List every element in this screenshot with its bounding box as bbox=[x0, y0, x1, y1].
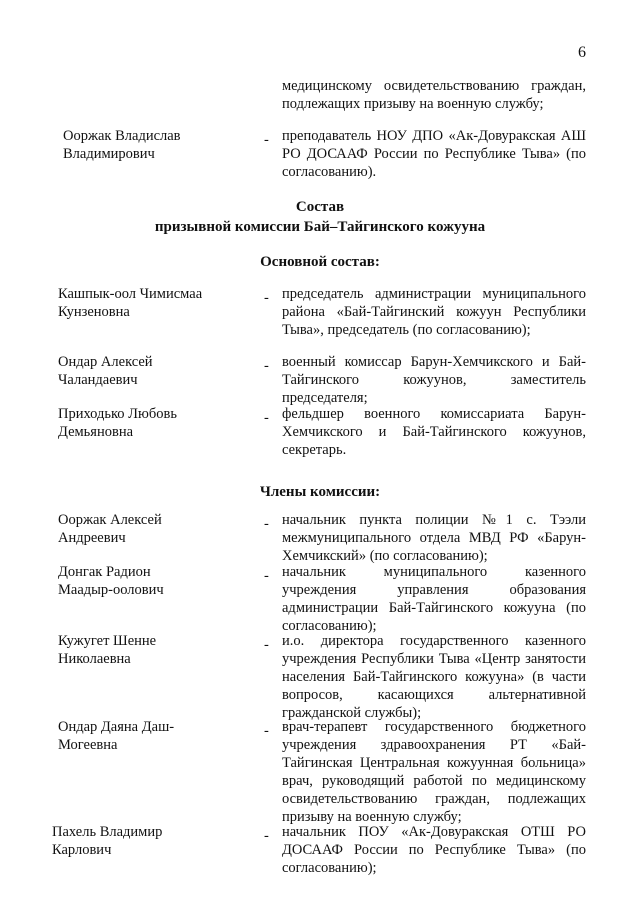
dash: - bbox=[264, 516, 269, 532]
dash: - bbox=[264, 723, 269, 739]
member-description: преподаватель НОУ ДПО «Ак-Довуракская АШ РО ДОСААФ России по Республике Тыва» (по согласованию). bbox=[282, 128, 586, 180]
dash: - bbox=[264, 568, 269, 584]
member-description: и.о. директора государственного казенного учреждения Республики Тыва «Центр занятости населения Бай-Тайгинского кожууна» (в части вопросов, касающихся альтернативной гражданской службы); bbox=[282, 633, 586, 721]
dash: - bbox=[264, 290, 269, 306]
member-name: Кужугет Шенне Николаевна bbox=[58, 633, 157, 667]
member-name: Кашпык-оол Чимисмаа Кунзеновна bbox=[58, 286, 203, 320]
member-description: начальник пункта полиции №1 с. Тээли межмуниципального отдела МВД РФ «Барун-Хемчикский» (по согласованию); bbox=[282, 512, 586, 564]
member-name: Ондар Алексей Чаландаевич bbox=[58, 354, 153, 388]
member-name: Пахель Владимир Карлович bbox=[52, 824, 163, 858]
dash: - bbox=[264, 358, 269, 374]
member-description: начальник муниципального казенного учреждения управления образования администрации Бай-Тайгинского кожууна (по согласованию); bbox=[282, 564, 586, 634]
page-number: 6 bbox=[578, 44, 586, 61]
member-name: Приходько Любовь Демьяновна bbox=[58, 406, 177, 440]
member-name: Донгак Радион Маадыр-оолович bbox=[58, 564, 164, 598]
member-name: Ондар Даяна Даш-Могеевна bbox=[58, 719, 175, 753]
dash: - bbox=[264, 828, 269, 844]
dash: - bbox=[264, 637, 269, 653]
member-description: фельдшер военного комиссариата Барун-Хемчикского и Бай-Тайгинского кожуунов, секретарь. bbox=[282, 406, 586, 458]
member-description: начальник ПОУ «Ак-Довуракская ОТШ РО ДОСААФ России по Республике Тыва» (по согласованию); bbox=[282, 824, 586, 876]
member-description: врач-терапевт государственного бюджетного учреждения здравоохранения РТ «Бай-Тайгинская Центральная кожуунная больница» врач, руководящий работой по медицинскому освидетельствованию граждан, подлежащих призыву на военную службу; bbox=[282, 719, 586, 825]
member-description: председатель администрации муниципального района «Бай-Тайгинский кожуун Республики Тыва», председатель (по согласованию); bbox=[282, 286, 586, 338]
member-name: Ооржак Алексей Андреевич bbox=[58, 512, 162, 546]
continuation-text: медицинскому освидетельствованию граждан, подлежащих призыву на военную службу; bbox=[282, 78, 586, 112]
dash: - bbox=[264, 410, 269, 426]
section-title: Состав bbox=[295, 199, 345, 215]
commission-members-heading: Члены комиссии: bbox=[259, 484, 381, 500]
member-name: Ооржак Владислав Владимирович bbox=[63, 128, 181, 162]
member-description: военный комиссар Барун-Хемчикского и Бай-Тайгинского кожуунов, заместитель председателя; bbox=[282, 354, 586, 406]
main-composition-heading: Основной состав: bbox=[260, 254, 380, 270]
section-subtitle: призывной комиссии Бай–Тайгинского кожууна bbox=[154, 219, 486, 235]
dash: - bbox=[264, 132, 269, 148]
